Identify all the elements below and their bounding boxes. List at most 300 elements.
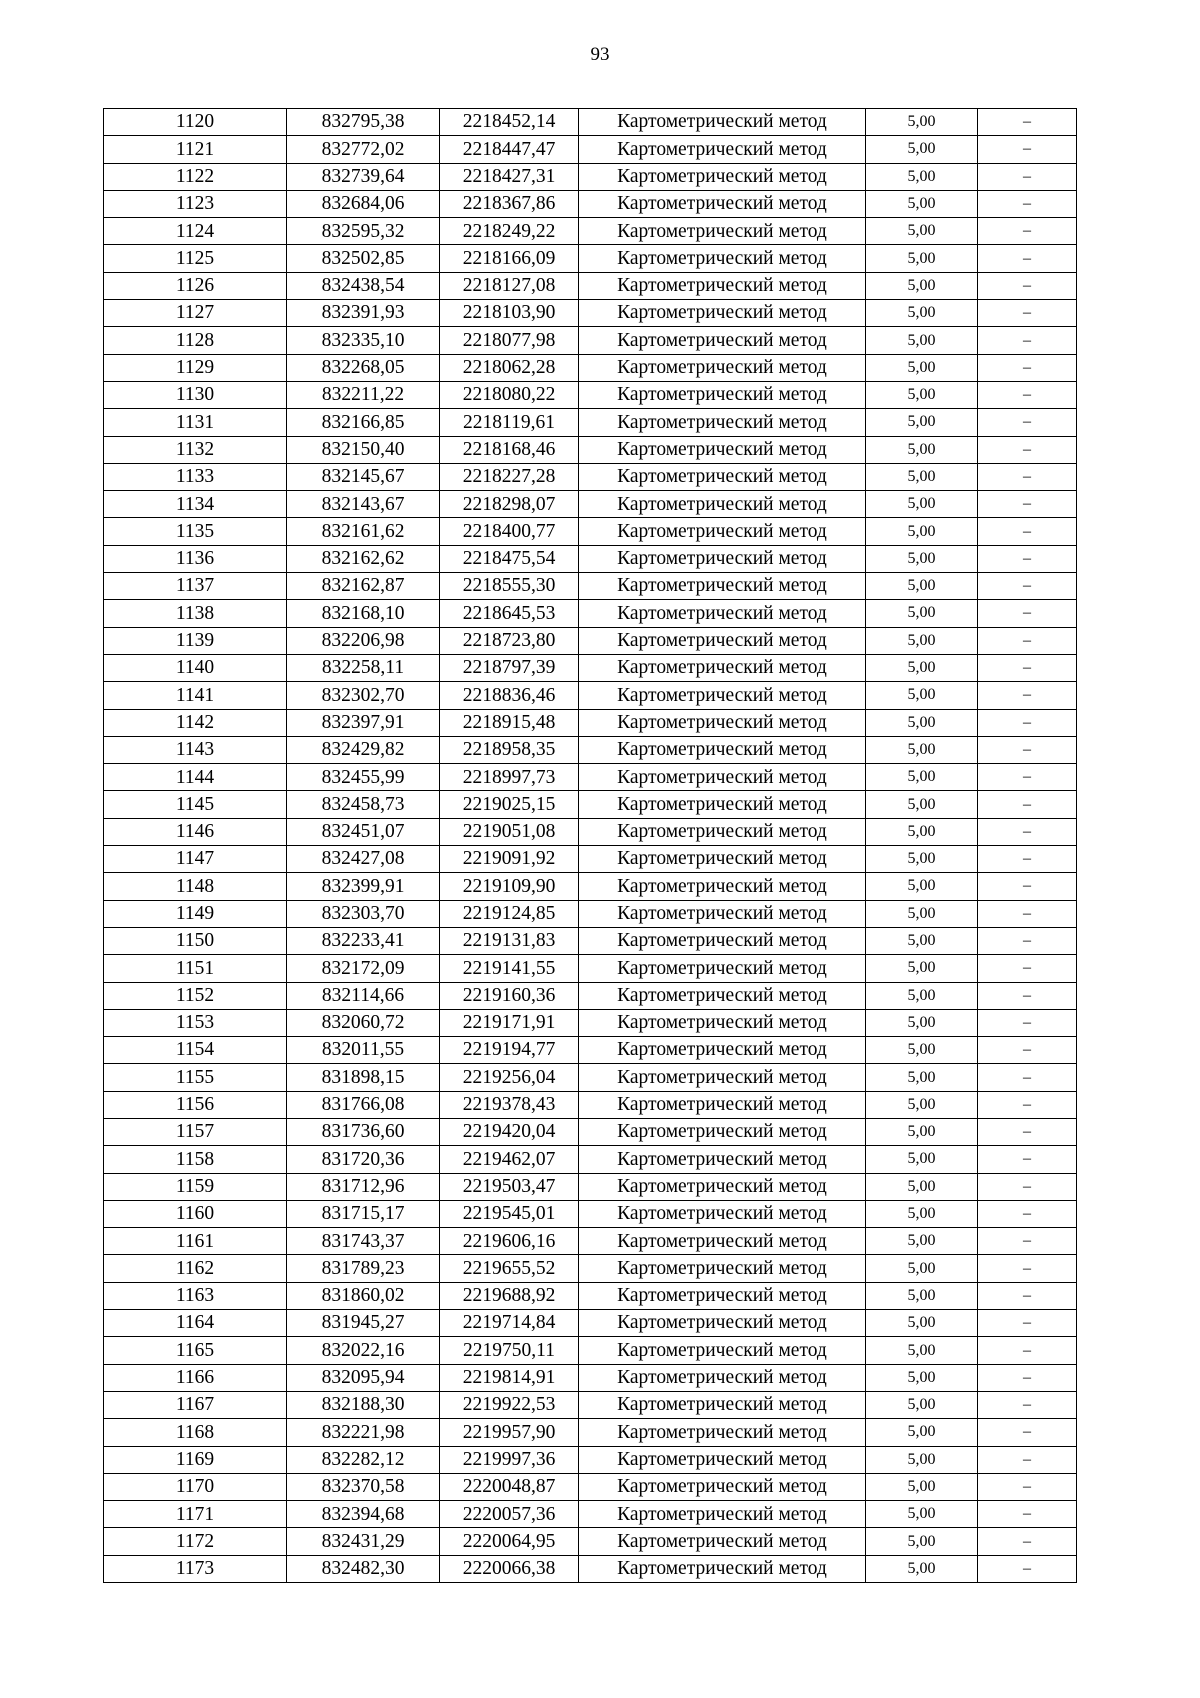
- description-cell: –: [978, 1473, 1077, 1500]
- description-cell: –: [978, 1310, 1077, 1337]
- x-coordinate-cell: 832233,41: [287, 927, 440, 954]
- description-cell: –: [978, 1064, 1077, 1091]
- y-coordinate-cell: 2218915,48: [440, 709, 579, 736]
- table-row: [104, 272, 1077, 299]
- description-cell: –: [978, 1009, 1077, 1036]
- point-number-cell: 1137: [104, 573, 287, 600]
- accuracy-cell: 5,00: [866, 736, 978, 763]
- description-cell: –: [978, 409, 1077, 436]
- table-row: [104, 818, 1077, 845]
- point-number-cell: 1144: [104, 764, 287, 791]
- accuracy-cell: 5,00: [866, 436, 978, 463]
- description-cell: –: [978, 1037, 1077, 1064]
- accuracy-cell: 5,00: [866, 818, 978, 845]
- description-cell: –: [978, 736, 1077, 763]
- method-cell: Картометрический метод: [579, 982, 866, 1009]
- table-row: [104, 190, 1077, 217]
- y-coordinate-cell: 2219420,04: [440, 1118, 579, 1145]
- y-coordinate-cell: 2219091,92: [440, 846, 579, 873]
- table-row: [104, 1255, 1077, 1282]
- y-coordinate-cell: 2219714,84: [440, 1310, 579, 1337]
- method-cell: Картометрический метод: [579, 682, 866, 709]
- y-coordinate-cell: 2218400,77: [440, 518, 579, 545]
- description-cell: –: [978, 1419, 1077, 1446]
- accuracy-cell: 5,00: [866, 1501, 978, 1528]
- description-cell: –: [978, 1173, 1077, 1200]
- y-coordinate-cell: 2218452,14: [440, 109, 579, 136]
- table-row: [104, 136, 1077, 163]
- method-cell: Картометрический метод: [579, 736, 866, 763]
- accuracy-cell: 5,00: [866, 218, 978, 245]
- description-cell: –: [978, 1337, 1077, 1364]
- accuracy-cell: 5,00: [866, 1064, 978, 1091]
- table-row: [104, 873, 1077, 900]
- point-number-cell: 1147: [104, 846, 287, 873]
- table-row: [104, 982, 1077, 1009]
- description-cell: –: [978, 1200, 1077, 1227]
- y-coordinate-cell: 2220066,38: [440, 1555, 579, 1582]
- table-row: [104, 1364, 1077, 1391]
- description-cell: –: [978, 491, 1077, 518]
- table-row: [104, 927, 1077, 954]
- description-cell: –: [978, 1446, 1077, 1473]
- point-number-cell: 1135: [104, 518, 287, 545]
- table-row: [104, 1228, 1077, 1255]
- table-row: [104, 1337, 1077, 1364]
- description-cell: –: [978, 381, 1077, 408]
- y-coordinate-cell: 2218797,39: [440, 654, 579, 681]
- description-cell: –: [978, 927, 1077, 954]
- x-coordinate-cell: 832455,99: [287, 764, 440, 791]
- table-row: [104, 791, 1077, 818]
- description-cell: –: [978, 818, 1077, 845]
- point-number-cell: 1120: [104, 109, 287, 136]
- table-row: [104, 1009, 1077, 1036]
- y-coordinate-cell: 2219160,36: [440, 982, 579, 1009]
- method-cell: Картометрический метод: [579, 218, 866, 245]
- y-coordinate-cell: 2218723,80: [440, 627, 579, 654]
- table-row: [104, 163, 1077, 190]
- point-number-cell: 1153: [104, 1009, 287, 1036]
- table-row: [104, 463, 1077, 490]
- point-number-cell: 1124: [104, 218, 287, 245]
- accuracy-cell: 5,00: [866, 545, 978, 572]
- description-cell: –: [978, 1391, 1077, 1418]
- x-coordinate-cell: 832188,30: [287, 1391, 440, 1418]
- method-cell: Картометрический метод: [579, 1255, 866, 1282]
- description-cell: –: [978, 1146, 1077, 1173]
- y-coordinate-cell: 2218166,09: [440, 245, 579, 272]
- method-cell: Картометрический метод: [579, 627, 866, 654]
- description-cell: –: [978, 900, 1077, 927]
- x-coordinate-cell: 831712,96: [287, 1173, 440, 1200]
- table-row: [104, 1037, 1077, 1064]
- method-cell: Картометрический метод: [579, 1391, 866, 1418]
- point-number-cell: 1156: [104, 1091, 287, 1118]
- accuracy-cell: 5,00: [866, 1037, 978, 1064]
- accuracy-cell: 5,00: [866, 600, 978, 627]
- method-cell: Картометрический метод: [579, 600, 866, 627]
- accuracy-cell: 5,00: [866, 709, 978, 736]
- x-coordinate-cell: 831720,36: [287, 1146, 440, 1173]
- y-coordinate-cell: 2219462,07: [440, 1146, 579, 1173]
- y-coordinate-cell: 2219025,15: [440, 791, 579, 818]
- y-coordinate-cell: 2219131,83: [440, 927, 579, 954]
- accuracy-cell: 5,00: [866, 955, 978, 982]
- y-coordinate-cell: 2220064,95: [440, 1528, 579, 1555]
- description-cell: –: [978, 1501, 1077, 1528]
- table-row: [104, 1118, 1077, 1145]
- method-cell: Картометрический метод: [579, 1446, 866, 1473]
- x-coordinate-cell: 831715,17: [287, 1200, 440, 1227]
- point-number-cell: 1151: [104, 955, 287, 982]
- description-cell: –: [978, 1555, 1077, 1582]
- description-cell: –: [978, 764, 1077, 791]
- accuracy-cell: 5,00: [866, 300, 978, 327]
- accuracy-cell: 5,00: [866, 1009, 978, 1036]
- table-row: [104, 245, 1077, 272]
- table-row: [104, 900, 1077, 927]
- accuracy-cell: 5,00: [866, 927, 978, 954]
- method-cell: Картометрический метод: [579, 1419, 866, 1446]
- method-cell: Картометрический метод: [579, 654, 866, 681]
- point-number-cell: 1122: [104, 163, 287, 190]
- point-number-cell: 1166: [104, 1364, 287, 1391]
- accuracy-cell: 5,00: [866, 1446, 978, 1473]
- point-number-cell: 1146: [104, 818, 287, 845]
- table-row: [104, 436, 1077, 463]
- method-cell: Картометрический метод: [579, 245, 866, 272]
- method-cell: Картометрический метод: [579, 1337, 866, 1364]
- y-coordinate-cell: 2218475,54: [440, 545, 579, 572]
- method-cell: Картометрический метод: [579, 1200, 866, 1227]
- table-row: [104, 764, 1077, 791]
- description-cell: –: [978, 163, 1077, 190]
- description-cell: –: [978, 791, 1077, 818]
- description-cell: –: [978, 682, 1077, 709]
- x-coordinate-cell: 832206,98: [287, 627, 440, 654]
- point-number-cell: 1140: [104, 654, 287, 681]
- y-coordinate-cell: 2218367,86: [440, 190, 579, 217]
- point-number-cell: 1131: [104, 409, 287, 436]
- accuracy-cell: 5,00: [866, 1200, 978, 1227]
- point-number-cell: 1173: [104, 1555, 287, 1582]
- y-coordinate-cell: 2218958,35: [440, 736, 579, 763]
- table-row: [104, 1501, 1077, 1528]
- y-coordinate-cell: 2218062,28: [440, 354, 579, 381]
- method-cell: Картометрический метод: [579, 900, 866, 927]
- table-row: [104, 381, 1077, 408]
- y-coordinate-cell: 2219378,43: [440, 1091, 579, 1118]
- table-row: [104, 491, 1077, 518]
- y-coordinate-cell: 2218298,07: [440, 491, 579, 518]
- point-number-cell: 1167: [104, 1391, 287, 1418]
- method-cell: Картометрический метод: [579, 409, 866, 436]
- method-cell: Картометрический метод: [579, 846, 866, 873]
- table-row: [104, 1528, 1077, 1555]
- x-coordinate-cell: 832335,10: [287, 327, 440, 354]
- accuracy-cell: 5,00: [866, 354, 978, 381]
- description-cell: –: [978, 109, 1077, 136]
- x-coordinate-cell: 832268,05: [287, 354, 440, 381]
- method-cell: Картометрический метод: [579, 518, 866, 545]
- accuracy-cell: 5,00: [866, 1228, 978, 1255]
- accuracy-cell: 5,00: [866, 1337, 978, 1364]
- point-number-cell: 1145: [104, 791, 287, 818]
- method-cell: Картометрический метод: [579, 1528, 866, 1555]
- description-cell: –: [978, 1364, 1077, 1391]
- description-cell: –: [978, 1118, 1077, 1145]
- table-row: [104, 1555, 1077, 1582]
- table-row: [104, 1310, 1077, 1337]
- point-number-cell: 1154: [104, 1037, 287, 1064]
- description-cell: –: [978, 846, 1077, 873]
- description-cell: –: [978, 190, 1077, 217]
- table-row: [104, 709, 1077, 736]
- coordinates-table: [103, 108, 1077, 1583]
- accuracy-cell: 5,00: [866, 381, 978, 408]
- accuracy-cell: 5,00: [866, 1091, 978, 1118]
- x-coordinate-cell: 832451,07: [287, 818, 440, 845]
- x-coordinate-cell: 832302,70: [287, 682, 440, 709]
- y-coordinate-cell: 2219503,47: [440, 1173, 579, 1200]
- x-coordinate-cell: 831766,08: [287, 1091, 440, 1118]
- method-cell: Картометрический метод: [579, 1364, 866, 1391]
- x-coordinate-cell: 832114,66: [287, 982, 440, 1009]
- description-cell: –: [978, 545, 1077, 572]
- method-cell: Картометрический метод: [579, 190, 866, 217]
- point-number-cell: 1121: [104, 136, 287, 163]
- table-row: [104, 1200, 1077, 1227]
- point-number-cell: 1160: [104, 1200, 287, 1227]
- x-coordinate-cell: 832168,10: [287, 600, 440, 627]
- point-number-cell: 1130: [104, 381, 287, 408]
- point-number-cell: 1143: [104, 736, 287, 763]
- point-number-cell: 1141: [104, 682, 287, 709]
- point-number-cell: 1127: [104, 300, 287, 327]
- y-coordinate-cell: 2219655,52: [440, 1255, 579, 1282]
- accuracy-cell: 5,00: [866, 1419, 978, 1446]
- point-number-cell: 1169: [104, 1446, 287, 1473]
- method-cell: Картометрический метод: [579, 1501, 866, 1528]
- method-cell: Картометрический метод: [579, 163, 866, 190]
- y-coordinate-cell: 2219256,04: [440, 1064, 579, 1091]
- description-cell: –: [978, 1528, 1077, 1555]
- point-number-cell: 1157: [104, 1118, 287, 1145]
- table-row: [104, 327, 1077, 354]
- y-coordinate-cell: 2218080,22: [440, 381, 579, 408]
- method-cell: Картометрический метод: [579, 1555, 866, 1582]
- point-number-cell: 1163: [104, 1282, 287, 1309]
- point-number-cell: 1132: [104, 436, 287, 463]
- y-coordinate-cell: 2219688,92: [440, 1282, 579, 1309]
- y-coordinate-cell: 2219997,36: [440, 1446, 579, 1473]
- y-coordinate-cell: 2219814,91: [440, 1364, 579, 1391]
- y-coordinate-cell: 2219171,91: [440, 1009, 579, 1036]
- table-row: [104, 955, 1077, 982]
- x-coordinate-cell: 832429,82: [287, 736, 440, 763]
- x-coordinate-cell: 832172,09: [287, 955, 440, 982]
- accuracy-cell: 5,00: [866, 1391, 978, 1418]
- method-cell: Картометрический метод: [579, 791, 866, 818]
- point-number-cell: 1138: [104, 600, 287, 627]
- y-coordinate-cell: 2219606,16: [440, 1228, 579, 1255]
- point-number-cell: 1128: [104, 327, 287, 354]
- table-row: [104, 736, 1077, 763]
- y-coordinate-cell: 2218427,31: [440, 163, 579, 190]
- accuracy-cell: 5,00: [866, 982, 978, 1009]
- y-coordinate-cell: 2219750,11: [440, 1337, 579, 1364]
- description-cell: –: [978, 654, 1077, 681]
- y-coordinate-cell: 2219545,01: [440, 1200, 579, 1227]
- accuracy-cell: 5,00: [866, 873, 978, 900]
- x-coordinate-cell: 832145,67: [287, 463, 440, 490]
- description-cell: –: [978, 354, 1077, 381]
- point-number-cell: 1129: [104, 354, 287, 381]
- point-number-cell: 1164: [104, 1310, 287, 1337]
- point-number-cell: 1161: [104, 1228, 287, 1255]
- description-cell: –: [978, 218, 1077, 245]
- point-number-cell: 1168: [104, 1419, 287, 1446]
- table-row: [104, 1419, 1077, 1446]
- x-coordinate-cell: 832166,85: [287, 409, 440, 436]
- x-coordinate-cell: 832060,72: [287, 1009, 440, 1036]
- description-cell: –: [978, 955, 1077, 982]
- y-coordinate-cell: 2219141,55: [440, 955, 579, 982]
- point-number-cell: 1148: [104, 873, 287, 900]
- accuracy-cell: 5,00: [866, 1310, 978, 1337]
- accuracy-cell: 5,00: [866, 900, 978, 927]
- y-coordinate-cell: 2218119,61: [440, 409, 579, 436]
- point-number-cell: 1149: [104, 900, 287, 927]
- accuracy-cell: 5,00: [866, 1528, 978, 1555]
- accuracy-cell: 5,00: [866, 1555, 978, 1582]
- x-coordinate-cell: 831860,02: [287, 1282, 440, 1309]
- x-coordinate-cell: 832394,68: [287, 1501, 440, 1528]
- point-number-cell: 1123: [104, 190, 287, 217]
- x-coordinate-cell: 831736,60: [287, 1118, 440, 1145]
- method-cell: Картометрический метод: [579, 1037, 866, 1064]
- x-coordinate-cell: 832022,16: [287, 1337, 440, 1364]
- table-body: [104, 109, 1077, 1583]
- table-row: [104, 627, 1077, 654]
- y-coordinate-cell: 2219957,90: [440, 1419, 579, 1446]
- point-number-cell: 1139: [104, 627, 287, 654]
- point-number-cell: 1155: [104, 1064, 287, 1091]
- method-cell: Картометрический метод: [579, 818, 866, 845]
- description-cell: –: [978, 573, 1077, 600]
- accuracy-cell: 5,00: [866, 190, 978, 217]
- method-cell: Картометрический метод: [579, 1173, 866, 1200]
- method-cell: Картометрический метод: [579, 436, 866, 463]
- method-cell: Картометрический метод: [579, 873, 866, 900]
- accuracy-cell: 5,00: [866, 791, 978, 818]
- accuracy-cell: 5,00: [866, 1118, 978, 1145]
- point-number-cell: 1133: [104, 463, 287, 490]
- description-cell: –: [978, 300, 1077, 327]
- accuracy-cell: 5,00: [866, 518, 978, 545]
- accuracy-cell: 5,00: [866, 1473, 978, 1500]
- table-row: [104, 518, 1077, 545]
- description-cell: –: [978, 1255, 1077, 1282]
- x-coordinate-cell: 832221,98: [287, 1419, 440, 1446]
- point-number-cell: 1158: [104, 1146, 287, 1173]
- method-cell: Картометрический метод: [579, 1091, 866, 1118]
- description-cell: –: [978, 1091, 1077, 1118]
- y-coordinate-cell: 2219109,90: [440, 873, 579, 900]
- accuracy-cell: 5,00: [866, 163, 978, 190]
- x-coordinate-cell: 831789,23: [287, 1255, 440, 1282]
- table-row: [104, 1091, 1077, 1118]
- x-coordinate-cell: 832399,91: [287, 873, 440, 900]
- method-cell: Картометрический метод: [579, 1310, 866, 1337]
- table-row: [104, 1064, 1077, 1091]
- x-coordinate-cell: 832162,62: [287, 545, 440, 572]
- table-row: [104, 1173, 1077, 1200]
- method-cell: Картометрический метод: [579, 709, 866, 736]
- description-cell: –: [978, 327, 1077, 354]
- y-coordinate-cell: 2218645,53: [440, 600, 579, 627]
- table-row: [104, 682, 1077, 709]
- y-coordinate-cell: 2219051,08: [440, 818, 579, 845]
- point-number-cell: 1170: [104, 1473, 287, 1500]
- x-coordinate-cell: 832482,30: [287, 1555, 440, 1582]
- accuracy-cell: 5,00: [866, 136, 978, 163]
- method-cell: Картометрический метод: [579, 1118, 866, 1145]
- description-cell: –: [978, 436, 1077, 463]
- x-coordinate-cell: 832431,29: [287, 1528, 440, 1555]
- accuracy-cell: 5,00: [866, 654, 978, 681]
- point-number-cell: 1142: [104, 709, 287, 736]
- x-coordinate-cell: 832458,73: [287, 791, 440, 818]
- method-cell: Картометрический метод: [579, 545, 866, 572]
- point-number-cell: 1125: [104, 245, 287, 272]
- method-cell: Картометрический метод: [579, 1009, 866, 1036]
- table-row: [104, 545, 1077, 572]
- y-coordinate-cell: 2218447,47: [440, 136, 579, 163]
- point-number-cell: 1171: [104, 1501, 287, 1528]
- accuracy-cell: 5,00: [866, 272, 978, 299]
- x-coordinate-cell: 832502,85: [287, 245, 440, 272]
- description-cell: –: [978, 873, 1077, 900]
- method-cell: Картометрический метод: [579, 381, 866, 408]
- y-coordinate-cell: 2219194,77: [440, 1037, 579, 1064]
- x-coordinate-cell: 832370,58: [287, 1473, 440, 1500]
- x-coordinate-cell: 832162,87: [287, 573, 440, 600]
- description-cell: –: [978, 518, 1077, 545]
- table-row: [104, 1391, 1077, 1418]
- description-cell: –: [978, 463, 1077, 490]
- table-row: [104, 1282, 1077, 1309]
- x-coordinate-cell: 832739,64: [287, 163, 440, 190]
- point-number-cell: 1159: [104, 1173, 287, 1200]
- method-cell: Картометрический метод: [579, 354, 866, 381]
- table-row: [104, 573, 1077, 600]
- y-coordinate-cell: 2220057,36: [440, 1501, 579, 1528]
- table-row: [104, 1146, 1077, 1173]
- x-coordinate-cell: 832095,94: [287, 1364, 440, 1391]
- x-coordinate-cell: 832427,08: [287, 846, 440, 873]
- y-coordinate-cell: 2218227,28: [440, 463, 579, 490]
- point-number-cell: 1165: [104, 1337, 287, 1364]
- x-coordinate-cell: 832795,38: [287, 109, 440, 136]
- accuracy-cell: 5,00: [866, 245, 978, 272]
- y-coordinate-cell: 2218077,98: [440, 327, 579, 354]
- accuracy-cell: 5,00: [866, 682, 978, 709]
- accuracy-cell: 5,00: [866, 1282, 978, 1309]
- x-coordinate-cell: 832438,54: [287, 272, 440, 299]
- accuracy-cell: 5,00: [866, 764, 978, 791]
